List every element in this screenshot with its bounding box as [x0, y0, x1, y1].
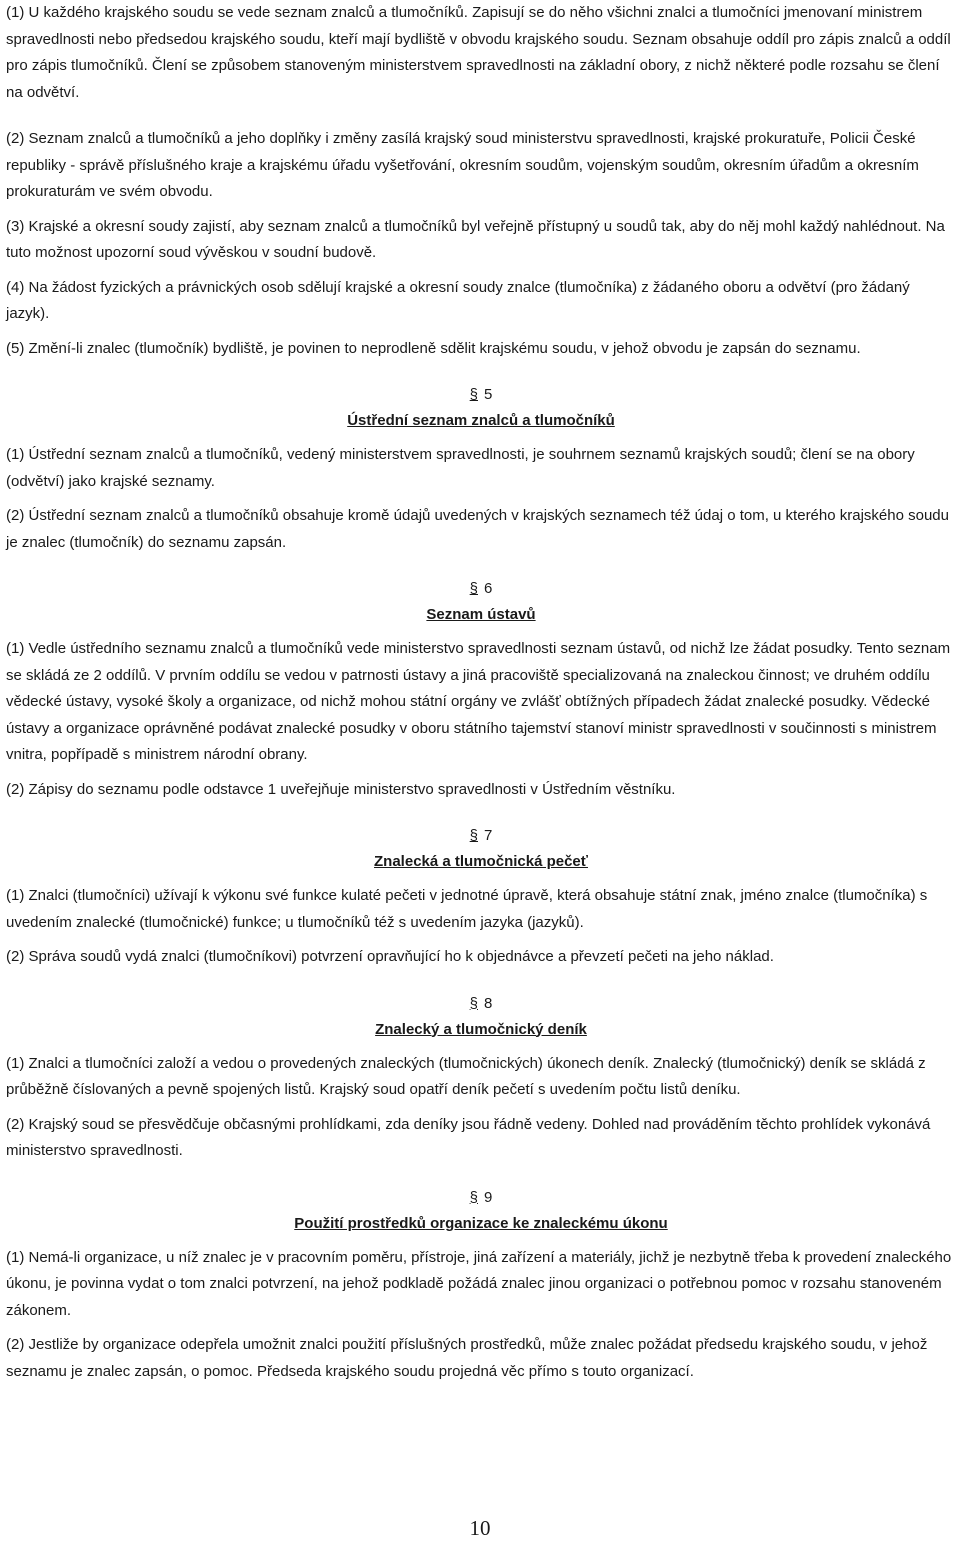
section-9-title: Použití prostředků organizace ke znaleckému úkonu	[294, 1214, 668, 1232]
paragraph-5-1: (1) Ústřední seznam znalců a tlumočníků, vedený ministerstvem spravedlnosti, je souhrnem seznamů krajských soudů; člení se na obory (odvětví) jako krajské seznamy.	[6, 446, 915, 490]
section-4-continuation	[6, 0, 956, 362]
section-5-heading	[6, 382, 956, 434]
section-8-number: § 8	[469, 994, 493, 1012]
section-9	[6, 1185, 956, 1386]
section-8	[6, 991, 956, 1165]
paragraph-4-5: (5) Změní-li znalec (tlumočník) bydliště, je povinen to neprodleně sdělit krajskému soudu, v jehož obvodu je zapsán do seznamu.	[6, 339, 861, 357]
section-6-number: § 6	[469, 580, 493, 597]
page-number: 10	[469, 1516, 491, 1540]
section-6-heading	[6, 576, 956, 628]
paragraph-5-2: (2) Ústřední seznam znalců a tlumočníků obsahuje kromě údajů uvedených v krajských seznamech též údaj o tom, u kterého krajského soudu je znalec (tlumočník) do seznamu zapsán.	[6, 507, 949, 551]
section-7-number: § 7	[469, 827, 493, 844]
paragraph-8-1: (1) Znalci a tlumočníci založí a vedou o provedených znaleckých (tlumočnických) úkonech deník. Znalecký (tlumočnický) deník se skládá z průběžně číslovaných a pevně spojených listů. Krajský soud opatří deník pečetí s uvedením počtu listů deníku.	[6, 1054, 926, 1098]
section-5-title: Ústřední seznam znalců a tlumočníků	[347, 412, 615, 429]
section-7-heading	[6, 823, 956, 875]
section-9-number: § 9	[469, 1188, 493, 1206]
paragraph-6-1: (1) Vedle ústředního seznamu znalců a tlumočníků vede ministerstvo spravedlnosti seznam ústavů, od nichž lze žádat posudky. Tento seznam se skládá ze 2 oddílů. V prvním oddílu se vedou v patrnosti ústavy a jiná pracoviště specializovaná na znaleckou činnost; ve druhém oddílu vědecké ústavy, vysoké školy a organizace, od nichž mohou státní orgány ve zvlášť obtížných případech žádat znalecké posudky. Vědecké ústavy a organizace oprávněné podávat znalecké posudky v oboru státního tajemství stanoví ministr spravedlnosti v součinnosti s ministrem vnitra, popřípadě s ministrem národní obrany.	[6, 640, 951, 763]
section-6-title: Seznam ústavů	[426, 606, 536, 623]
paragraph-4-1: (1) U každého krajského soudu se vede seznam znalců a tlumočníků. Zapisují se do něho všichni znalci a tlumočníci jmenovaní ministrem spravedlnosti nebo předsedou krajského soudu, kteří mají bydliště v obvodu krajského soudu. Seznam obsahuje oddíl pro zápis znalců a oddíl pro zápis tlumočníků. Člení se způsobem stanoveným ministerstvem spravedlnosti na základní obory, z nichž některé podle rozsahu se člení na odvětví.	[6, 4, 951, 101]
section-5	[6, 382, 956, 556]
section-7-title: Znalecká a tlumočnická pečeť	[374, 853, 588, 870]
section-7	[6, 823, 956, 971]
paragraph-9-2: (2) Jestliže by organizace odepřela umožnit znalci použití příslušných prostředků, může znalec požádat předsedu krajského soudu, v jehož seznamu je znalec zapsán, o pomoc. Předseda krajského soudu projedná věc přímo s touto organizací.	[6, 1336, 928, 1380]
paragraph-6-2: (2) Zápisy do seznamu podle odstavce 1 uveřejňuje ministerstvo spravedlnosti v Ústředním věstníku.	[6, 780, 676, 798]
paragraph-7-2: (2) Správa soudů vydá znalci (tlumočníkovi) potvrzení opravňující ho k objednávce a převzetí pečeti na jeho náklad.	[6, 948, 774, 965]
section-9-heading	[6, 1185, 956, 1237]
paragraph-9-1: (1) Nemá-li organizace, u níž znalec je v pracovním poměru, přístroje, jiná zařízení a materiály, jichž je nezbytně třeba k provedení znaleckého úkonu, je povinna vydat o tom znalci potvrzení, na jehož podkladě požádá znalec jinou organizaci o potřebnou pomoc v rozsahu stanoveném zákonem.	[6, 1248, 952, 1319]
document-page	[6, 0, 956, 1385]
paragraph-8-2: (2) Krajský soud se přesvědčuje občasnými prohlídkami, zda deníky jsou řádně vedeny. Dohled nad prováděním těchto prohlídek vykonává ministerstvo spravedlnosti.	[6, 1115, 931, 1159]
section-5-number: § 5	[469, 386, 493, 403]
section-6	[6, 576, 956, 803]
paragraph-4-3: (3) Krajské a okresní soudy zajistí, aby seznam znalců a tlumočníků byl veřejně přístupný u soudů tak, aby do něj mohl každý nahlédnout. Na tuto možnost upozorní soud vývěskou v soudní budově.	[6, 217, 945, 261]
paragraph-4-4: (4) Na žádost fyzických a právnických osob sdělují krajské a okresní soudy znalce (tlumočníka) z žádaného oboru a odvětví (pro žádaný jazyk).	[6, 278, 910, 322]
paragraph-4-2: (2) Seznam znalců a tlumočníků a jeho doplňky i změny zasílá krajský soud ministerstvu spravedlnosti, krajské prokuratuře, Policii České republiky - správě příslušného kraje a krajskému úřadu vyšetřování, okresním soudům, vojenským soudům, okresním úřadům a okresním prokuraturám ve svém obvodu.	[6, 130, 919, 200]
section-8-title: Znalecký a tlumočnický deník	[375, 1020, 587, 1038]
section-8-heading	[6, 991, 956, 1043]
paragraph-7-1: (1) Znalci (tlumočníci) užívají k výkonu své funkce kulaté pečeti v jednotné úpravě, která obsahuje státní znak, jméno znalce (tlumočníka) s uvedením znalecké (tlumočnické) funkce; u tlumočníků též s uvedením jazyka (jazyků).	[6, 887, 928, 931]
